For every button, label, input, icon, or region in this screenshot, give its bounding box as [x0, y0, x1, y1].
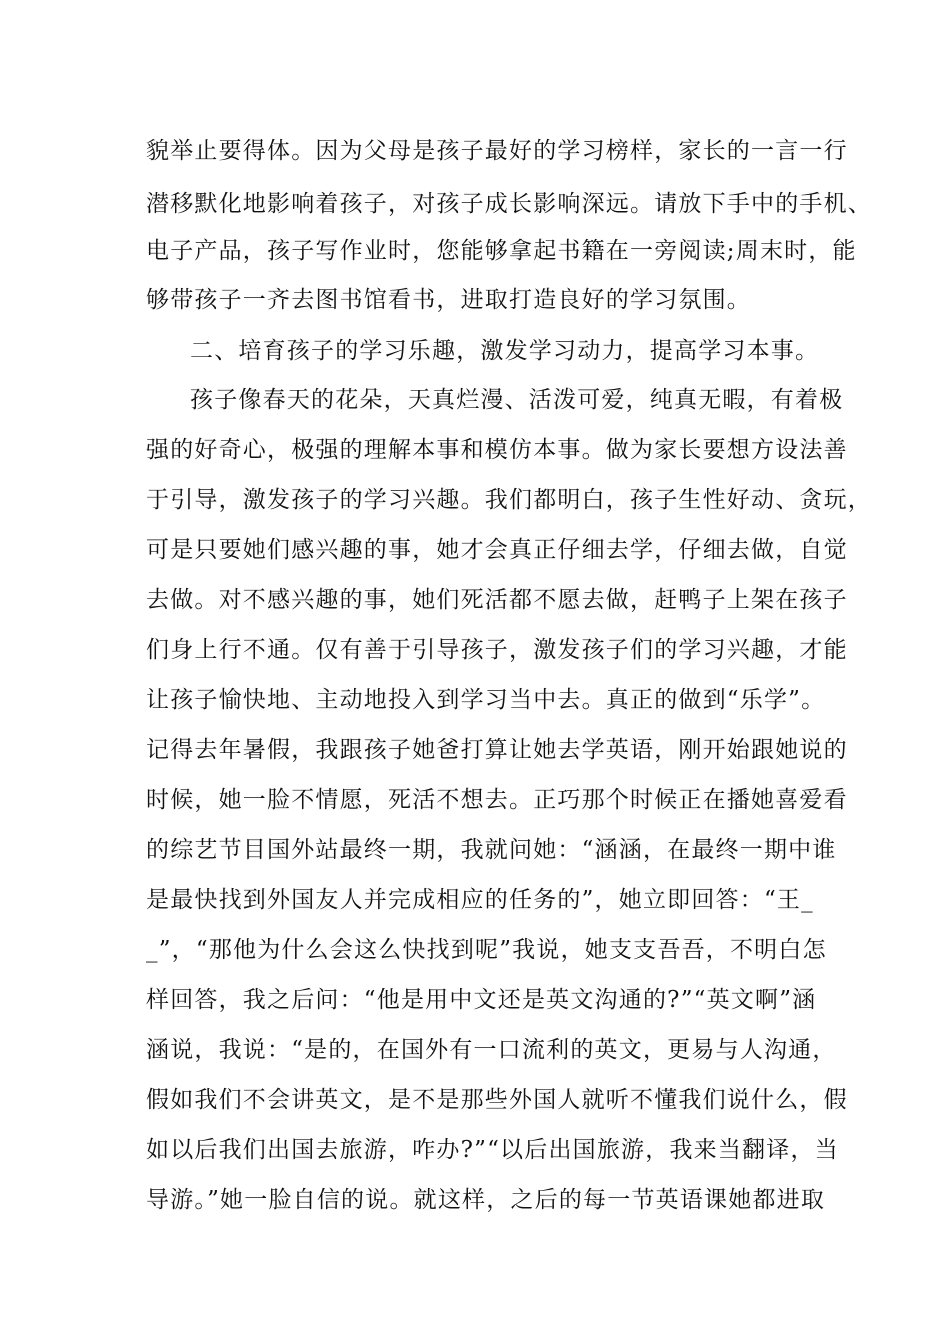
text-line: 时候，她一脸不情愿，死活不想去。正巧那个时候正在播她喜爱看	[146, 787, 848, 813]
text-line: 让孩子愉快地、主动地投入到学习当中去。真正的做到“乐学”。	[146, 687, 826, 713]
text-line: 的综艺节目国外站最终一期，我就问她：“涵涵，在最终一期中谁	[146, 837, 837, 863]
text-line: 电子产品，孩子写作业时，您能够拿起书籍在一旁阅读;周末时，能	[146, 238, 857, 264]
text-line: 貌举止要得体。因为父母是孩子最好的学习榜样，家长的一言一行	[146, 138, 848, 164]
text-line: 去做。对不感兴趣的事，她们死活都不愿去做，赶鸭子上架在孩子	[146, 587, 848, 613]
text-line: 假如我们不会讲英文，是不是那些外国人就听不懂我们说什么，假	[146, 1087, 848, 1113]
text-line: 涵说，我说：“是的，在国外有一口流利的英文，更易与人沟通，	[146, 1037, 837, 1063]
text-line: 够带孩子一齐去图书馆看书，进取打造良好的学习氛围。	[146, 287, 751, 313]
text-line: 导游。”她一脸自信的说。就这样，之后的每一节英语课她都进取	[146, 1187, 826, 1213]
text-line: _”，“那他为什么会这么快找到呢”我说，她支支吾吾，不明白怎	[146, 937, 827, 963]
text-line: 潜移默化地影响着孩子，对孩子成长影响深远。请放下手中的手机、	[146, 191, 872, 217]
text-line: 可是只要她们感兴趣的事，她才会真正仔细去学，仔细去做，自觉	[146, 537, 848, 563]
section-heading: 二、培育孩子的学习乐趣，激发学习动力，提高学习本事。	[190, 338, 820, 364]
text-line: 们身上行不通。仅有善于引导孩子，激发孩子们的学习兴趣，才能	[146, 637, 848, 663]
text-line: 样回答，我之后问：“他是用中文还是英文沟通的?”“英文啊”涵	[146, 987, 817, 1013]
text-line: 记得去年暑假，我跟孩子她爸打算让她去学英语，刚开始跟她说的	[146, 737, 848, 763]
text-line: 是最快找到外国友人并完成相应的任务的”，她立即回答：“王_	[146, 887, 814, 913]
text-line: 如以后我们出国去旅游，咋办?”“以后出国旅游，我来当翻译，当	[146, 1137, 839, 1163]
text-line: 强的好奇心，极强的理解本事和模仿本事。做为家长要想方设法善	[146, 437, 848, 463]
text-line: 于引导，激发孩子的学习兴趣。我们都明白，孩子生性好动、贪玩，	[146, 487, 872, 513]
text-line: 孩子像春天的花朵，天真烂漫、活泼可爱，纯真无暇，有着极	[190, 387, 844, 413]
